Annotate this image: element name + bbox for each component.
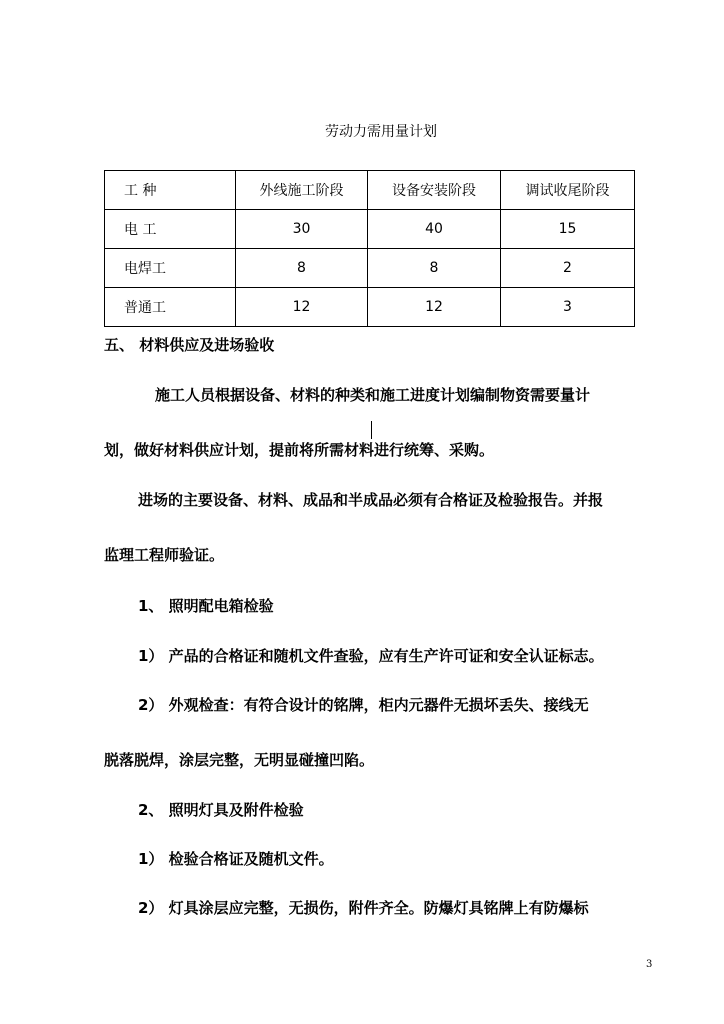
paragraph-line: 监理工程师验证。 xyxy=(104,546,225,564)
labor-plan-table xyxy=(104,170,635,327)
table-cell: 15 xyxy=(501,210,635,249)
table-title: 劳动力需用量计划 xyxy=(325,124,437,140)
section-heading: 五、 材料供应及进场验收 xyxy=(104,336,275,354)
list-item: 2） 外观检查：有符合设计的铭牌，柜内元器件无损坏丢失、接线无 xyxy=(138,696,589,714)
paragraph-line: 施工人员根据设备、材料的种类和施工进度计划编制物资需要量计 xyxy=(155,386,591,404)
subsection-heading: 1、 照明配电箱检验 xyxy=(138,597,274,615)
table-cell: 40 xyxy=(368,210,501,249)
text-cursor xyxy=(371,421,372,439)
list-item: 1） 检验合格证及随机文件。 xyxy=(138,850,334,868)
list-item: 1） 产品的合格证和随机文件查验，应有生产许可证和安全认证标志。 xyxy=(138,647,604,665)
header-cell: 外线施工阶段 xyxy=(236,171,368,210)
table-cell: 3 xyxy=(501,288,635,327)
header-cell: 设备安装阶段 xyxy=(368,171,501,210)
list-item-continuation: 脱落脱焊，涂层完整，无明显碰撞凹陷。 xyxy=(104,751,375,769)
table-header-row xyxy=(105,171,635,210)
table-cell: 电 工 xyxy=(105,210,236,249)
table-cell: 30 xyxy=(236,210,368,249)
page-number: 3 xyxy=(646,959,653,970)
subsection-heading: 2、 照明灯具及附件检验 xyxy=(138,801,304,819)
table-cell: 8 xyxy=(368,249,501,288)
table-cell: 8 xyxy=(236,249,368,288)
header-cell: 调试收尾阶段 xyxy=(501,171,635,210)
paragraph-line: 划，做好材料供应计划，提前将所需材料进行统筹、采购。 xyxy=(104,441,495,459)
table-row xyxy=(105,288,635,327)
paragraph-line: 进场的主要设备、材料、成品和半成品必须有合格证及检验报告。并报 xyxy=(138,491,604,509)
header-cell: 工 种 xyxy=(105,171,236,210)
table-row xyxy=(105,210,635,249)
table-cell: 2 xyxy=(501,249,635,288)
list-item: 2） 灯具涂层应完整，无损伤，附件齐全。防爆灯具铭牌上有防爆标 xyxy=(138,899,589,917)
table-cell: 12 xyxy=(236,288,368,327)
table-cell: 电焊工 xyxy=(105,249,236,288)
table-row xyxy=(105,249,635,288)
table-cell: 普通工 xyxy=(105,288,236,327)
table-cell: 12 xyxy=(368,288,501,327)
